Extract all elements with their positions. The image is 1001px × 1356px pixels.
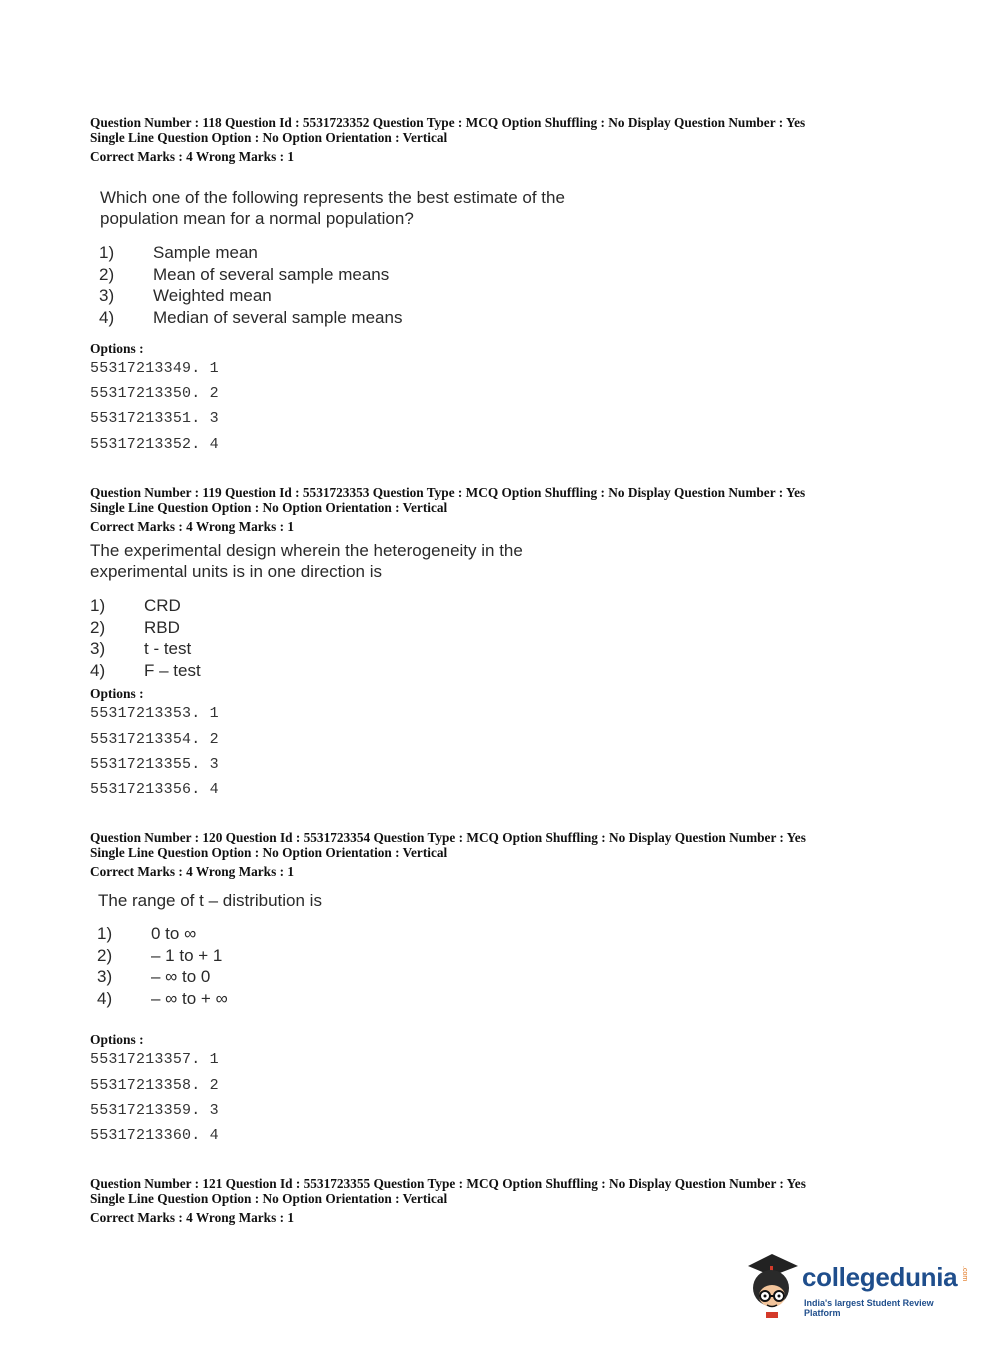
question-118-choices [99, 242, 402, 329]
logo-wordmark: collegedunia [802, 1262, 958, 1292]
choice-text: Weighted mean [153, 286, 272, 306]
question-meta-line-2: Single Line Question Option : No Option Orientation : Vertical [90, 1191, 448, 1206]
choice-text: t - test [144, 639, 192, 659]
question-meta-line-2: Single Line Question Option : No Option Orientation : Vertical [90, 130, 448, 145]
question-meta-line-1: Question Number : 119 Question Id : 5531723353 Question Type : MCQ Option Shuffling : No Display Question Number : Yes [90, 485, 806, 500]
option-id: 55317213351. 3 [90, 410, 219, 427]
choice-number: 1) [99, 243, 115, 262]
choice-text: – 1 to + 1 [151, 945, 223, 965]
choice-number: 4) [99, 308, 115, 328]
question-text-line: Which one of the following represents the best estimate of the [100, 188, 565, 207]
question-meta-line-2: Single Line Question Option : No Option Orientation : Vertical [90, 500, 448, 515]
choice-item [90, 617, 201, 639]
choice-number: 3) [90, 639, 106, 659]
choice-text: Sample mean [153, 243, 258, 262]
choice-item [97, 966, 228, 988]
choice-text: RBD [144, 617, 180, 637]
choice-number: 1) [90, 596, 106, 615]
choice-number: 2) [90, 617, 106, 637]
option-id: 55317213354. 2 [90, 731, 219, 748]
choice-text: F – test [144, 661, 201, 681]
question-text-line: experimental units is in one direction is [90, 562, 382, 581]
question-text-line: The experimental design wherein the heterogeneity in the [90, 541, 523, 560]
question-120-choices [97, 923, 228, 1010]
collegedunia-logo [742, 1248, 972, 1328]
options-label: Options : [90, 686, 144, 701]
choice-number: 2) [99, 264, 115, 284]
question-120-text [98, 890, 322, 911]
question-meta-line-1: Question Number : 121 Question Id : 5531723355 Question Type : MCQ Option Shuffling : No Display Question Number : Yes [90, 1176, 806, 1191]
choice-text: Mean of several sample means [153, 264, 390, 284]
choice-item [97, 945, 228, 967]
question-text-line: population mean for a normal population? [100, 209, 414, 228]
logo-suffix: .com [961, 1266, 968, 1282]
choice-item [90, 638, 201, 660]
question-121-header [90, 1176, 950, 1225]
question-119-header [90, 485, 950, 534]
choice-number: 3) [97, 967, 113, 987]
question-meta-line-1: Question Number : 118 Question Id : 5531723352 Question Type : MCQ Option Shuffling : No Display Question Number : Yes [90, 115, 806, 130]
choice-item [99, 242, 402, 264]
choice-item [90, 595, 201, 617]
option-id: 55317213358. 2 [90, 1077, 219, 1094]
question-text-line: The range of t – distribution is [98, 891, 322, 910]
question-120-header [90, 830, 950, 879]
question-119-text [90, 540, 523, 582]
option-id: 55317213349. 1 [90, 360, 219, 377]
option-id: 55317213352. 4 [90, 436, 219, 453]
choice-item [97, 923, 228, 945]
options-label: Options : [90, 1032, 144, 1047]
question-meta-line-2: Single Line Question Option : No Option Orientation : Vertical [90, 845, 448, 860]
question-118-text [100, 187, 565, 229]
option-id: 55317213353. 1 [90, 705, 219, 722]
choice-number: 4) [97, 989, 113, 1009]
logo-tagline: India's largest Student Review Platform [804, 1298, 934, 1318]
choice-number: 4) [90, 661, 106, 681]
question-marks: Correct Marks : 4 Wrong Marks : 1 [90, 864, 294, 879]
choice-text: – ∞ to + ∞ [151, 989, 228, 1009]
option-id: 55317213359. 3 [90, 1102, 219, 1119]
option-id: 55317213350. 2 [90, 385, 219, 402]
mascot-icon [742, 1248, 802, 1320]
choice-text: CRD [144, 596, 181, 615]
question-118-header [90, 115, 950, 164]
choice-item [90, 660, 201, 682]
option-id: 55317213356. 4 [90, 781, 219, 798]
choice-number: 2) [97, 945, 113, 965]
question-marks: Correct Marks : 4 Wrong Marks : 1 [90, 519, 294, 534]
choice-text: – ∞ to 0 [151, 967, 211, 987]
choice-item [99, 264, 402, 286]
choice-item [97, 988, 228, 1010]
question-marks: Correct Marks : 4 Wrong Marks : 1 [90, 1210, 294, 1225]
option-id: 55317213357. 1 [90, 1051, 219, 1068]
question-meta-line-1: Question Number : 120 Question Id : 5531723354 Question Type : MCQ Option Shuffling : No Display Question Number : Yes [90, 830, 806, 845]
question-119-choices [90, 595, 201, 682]
choice-item [99, 307, 402, 329]
choice-text: 0 to ∞ [151, 924, 197, 943]
options-label: Options : [90, 341, 144, 356]
option-id: 55317213360. 4 [90, 1127, 219, 1144]
choice-item [99, 285, 402, 307]
option-id: 55317213355. 3 [90, 756, 219, 773]
choice-number: 3) [99, 286, 115, 306]
choice-text: Median of several sample means [153, 308, 403, 328]
choice-number: 1) [97, 924, 113, 943]
question-marks: Correct Marks : 4 Wrong Marks : 1 [90, 149, 294, 164]
